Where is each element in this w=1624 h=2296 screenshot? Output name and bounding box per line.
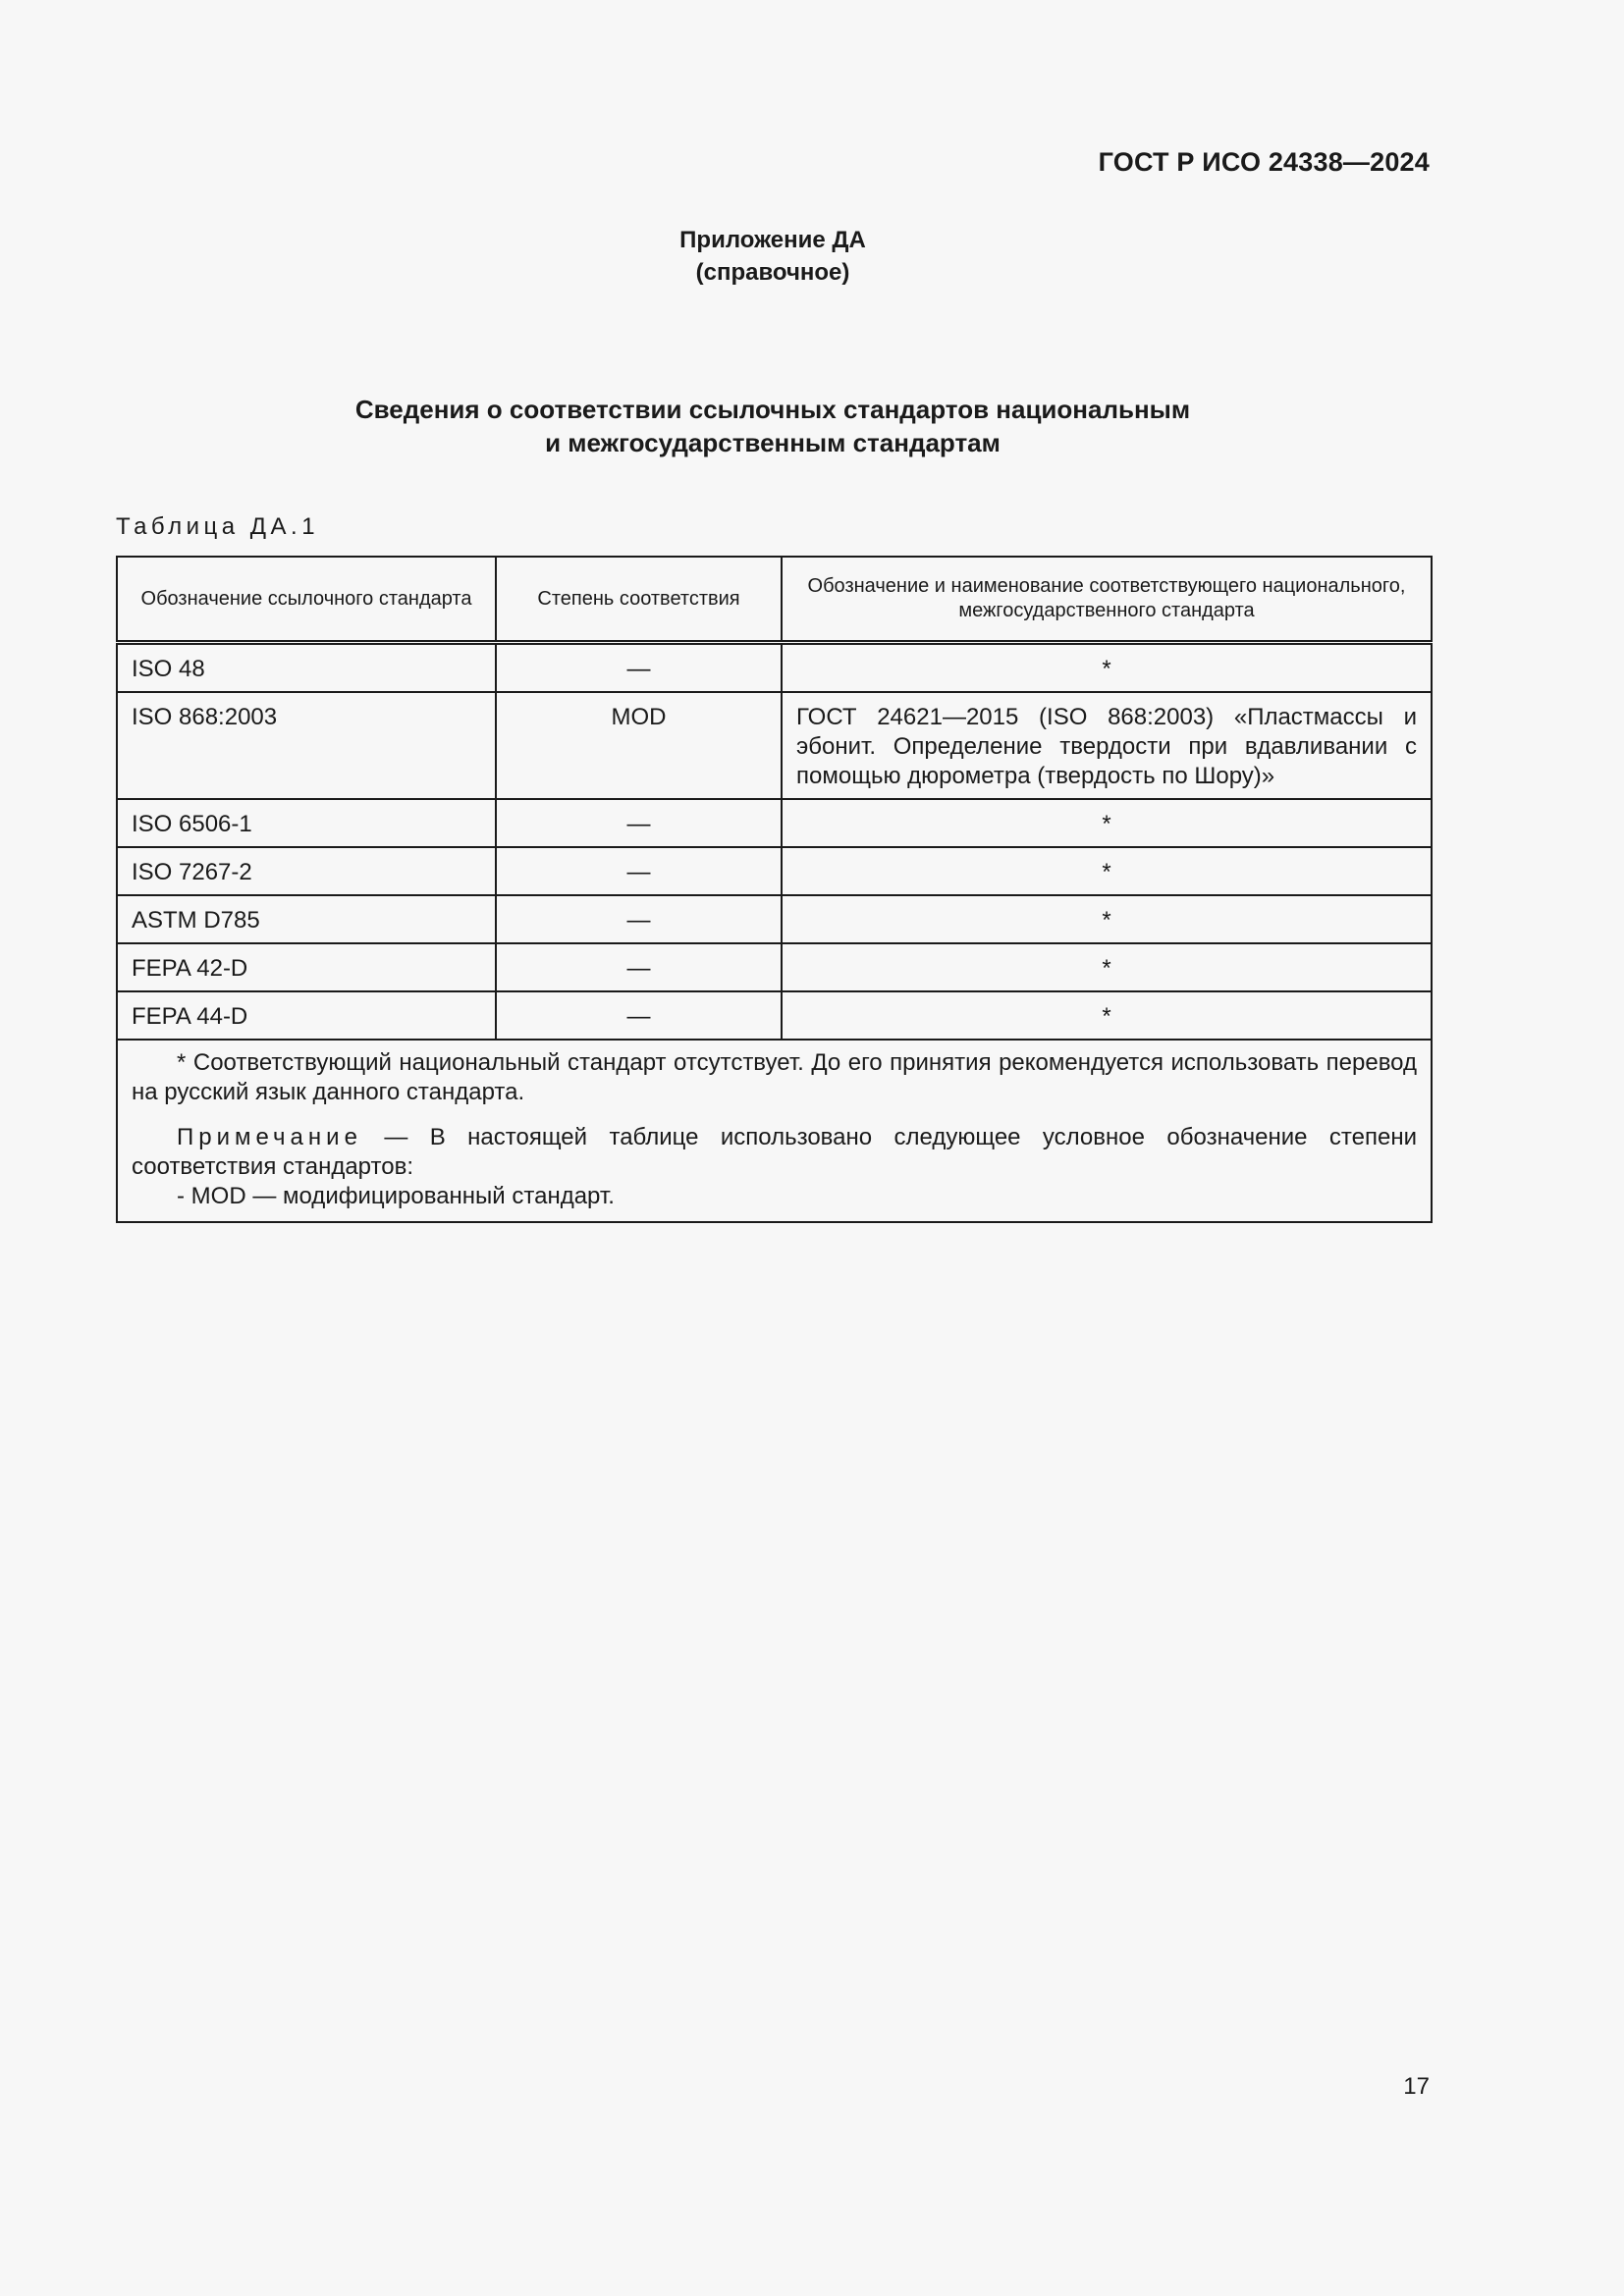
appendix-title: Приложение ДА <box>679 227 866 253</box>
cell-degree: — <box>496 895 782 943</box>
footnote-text: * Соответствующий национальный стандарт отсутствует. До его принятия рекомендуется использовать перевод на русский язык данного стандарта. <box>132 1049 1417 1105</box>
cell-degree: — <box>496 643 782 693</box>
document-code: ГОСТ Р ИСО 24338—2024 <box>1098 147 1430 177</box>
cell-ref: ISO 7267-2 <box>117 847 496 895</box>
cell-ref: ISO 6506-1 <box>117 799 496 847</box>
table-footnote-row <box>117 1040 1432 1222</box>
section-title <box>0 393 1545 459</box>
cell-degree: — <box>496 943 782 991</box>
table-row <box>117 643 1432 693</box>
note-paragraph <box>132 1123 1417 1182</box>
cell-ref: FEPA 42-D <box>117 943 496 991</box>
note-label: Примечание <box>177 1124 362 1150</box>
page-number: 17 <box>1403 2073 1430 2100</box>
appendix-subtitle: (справочное) <box>695 259 850 286</box>
table-caption: Таблица ДА.1 <box>116 513 320 540</box>
table-row <box>117 799 1432 847</box>
cell-degree: — <box>496 847 782 895</box>
table-row <box>117 895 1432 943</box>
appendix-heading <box>0 224 1545 289</box>
cell-degree: — <box>496 991 782 1040</box>
note-item: - MOD — модифицированный стандарт. <box>177 1183 615 1209</box>
header-ref-standard: Обозначение ссылочного стандарта <box>117 557 496 643</box>
cell-degree: MOD <box>496 692 782 799</box>
note-text: — В настоящей таблице использовано следующее условное обозначение степени соответствия стандартов: <box>132 1124 1417 1180</box>
cell-national: * <box>782 895 1432 943</box>
correspondence-table <box>116 556 1433 1223</box>
cell-national: * <box>782 799 1432 847</box>
table-row <box>117 943 1432 991</box>
cell-national: * <box>782 991 1432 1040</box>
cell-ref: FEPA 44-D <box>117 991 496 1040</box>
header-degree: Степень соответствия <box>496 557 782 643</box>
cell-degree: — <box>496 799 782 847</box>
table-row <box>117 847 1432 895</box>
cell-national: * <box>782 847 1432 895</box>
header-national-standard: Обозначение и наименование соответствующего национального, межгосударственного стандарта <box>782 557 1432 643</box>
cell-national: * <box>782 643 1432 693</box>
table-row <box>117 692 1432 799</box>
table-header-row <box>117 557 1432 643</box>
cell-ref: ASTM D785 <box>117 895 496 943</box>
table-row <box>117 991 1432 1040</box>
cell-ref: ISO 868:2003 <box>117 692 496 799</box>
section-title-line-1: Сведения о соответствии ссылочных стандартов национальным <box>354 395 1191 424</box>
cell-national: * <box>782 943 1432 991</box>
cell-national: ГОСТ 24621—2015 (ISO 868:2003) «Пластмассы и эбонит. Определение твердости при вдавливании с помощью дюрометра (твердость по Шору)» <box>782 692 1432 799</box>
cell-ref: ISO 48 <box>117 643 496 693</box>
section-title-line-2: и межгосударственным стандартам <box>545 428 1001 457</box>
footnote-cell <box>117 1040 1432 1222</box>
